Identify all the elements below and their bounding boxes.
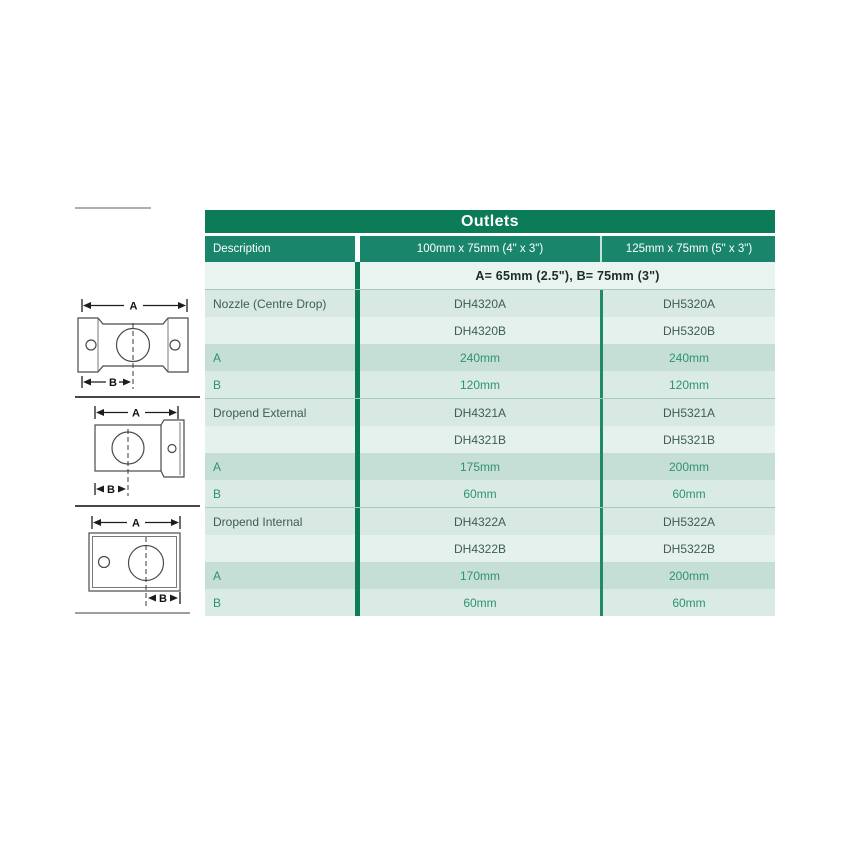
arrowhead-left [93, 519, 101, 526]
dropend-internal-diagram [75, 512, 200, 612]
dim-a-label: A [132, 517, 140, 530]
bolt-hole [170, 340, 180, 350]
nozzle-centre-drop-diagram [75, 295, 200, 395]
product-name-cell: Dropend External [205, 399, 355, 426]
dim-b-label: B [159, 593, 167, 605]
product-code-cell: DH5321B [603, 426, 775, 453]
arrowhead-left [148, 595, 156, 602]
arrowhead-right [123, 379, 131, 386]
outlet-body-outline [89, 533, 180, 591]
dim-value-cell: 120mm [603, 371, 775, 398]
dim-label-cell: B [205, 589, 355, 616]
table-row [205, 453, 775, 480]
panel-divider [75, 396, 200, 398]
product-code-cell: DH4322A [360, 508, 600, 535]
panel-divider [75, 505, 200, 507]
arrowhead-left [96, 486, 104, 493]
dim-label-cell: A [205, 344, 355, 371]
arrowhead-left [96, 409, 104, 416]
col-header-size-125x75: 125mm x 75mm (5" x 3") [603, 236, 775, 262]
dim-value-cell: 175mm [360, 453, 600, 480]
table-row [205, 344, 775, 371]
dim-value-cell: 200mm [603, 562, 775, 589]
product-name-cell [205, 426, 355, 453]
dim-a-label: A [132, 407, 140, 420]
table-row [205, 317, 775, 344]
table-row [205, 289, 775, 317]
dimensions-note: A= 65mm (2.5"), B= 75mm (3") [360, 262, 775, 289]
arrowhead-right [170, 595, 178, 602]
arrowhead-right [118, 486, 126, 493]
flange-outline [161, 420, 184, 477]
panel-divider [75, 207, 151, 209]
dim-label-cell: A [205, 453, 355, 480]
table-row [205, 398, 775, 426]
product-code-cell: DH4320B [360, 317, 600, 344]
empty-cell [205, 262, 355, 289]
dim-b-label: B [109, 377, 117, 389]
col-header-description: Description [205, 236, 355, 262]
dim-value-cell: 120mm [360, 371, 600, 398]
product-name-cell: Dropend Internal [205, 508, 355, 535]
dim-label-cell: A [205, 562, 355, 589]
product-name-cell [205, 317, 355, 344]
column-header-row [205, 236, 775, 262]
dim-value-cell: 60mm [360, 480, 600, 507]
arrowhead-right [171, 519, 179, 526]
dim-label-cell: B [205, 371, 355, 398]
arrowhead-left [83, 379, 91, 386]
dim-b-label: B [107, 484, 115, 496]
table-row [205, 562, 775, 589]
bolt-hole [86, 340, 96, 350]
dim-value-cell: 240mm [360, 344, 600, 371]
product-code-cell: DH4321B [360, 426, 600, 453]
dim-value-cell: 60mm [603, 480, 775, 507]
spec-table [205, 210, 775, 616]
dim-a-label: A [129, 300, 138, 313]
table-title: Outlets [205, 210, 775, 233]
dim-label-cell: B [205, 480, 355, 507]
dimensions-note-row [205, 262, 775, 289]
product-code-cell: DH4321A [360, 399, 600, 426]
dropend-external-diagram [75, 403, 200, 503]
bolt-hole [99, 557, 110, 568]
arrowhead-left [83, 302, 91, 309]
product-code-cell: DH5320B [603, 317, 775, 344]
table-row [205, 535, 775, 562]
arrowhead-right [178, 302, 186, 309]
table-row [205, 589, 775, 616]
product-code-cell: DH5321A [603, 399, 775, 426]
product-code-cell: DH5322A [603, 508, 775, 535]
panel-divider [75, 612, 190, 614]
dim-value-cell: 60mm [603, 589, 775, 616]
bolt-hole [168, 445, 176, 453]
product-code-cell: DH4322B [360, 535, 600, 562]
dim-value-cell: 170mm [360, 562, 600, 589]
dim-value-cell: 200mm [603, 453, 775, 480]
dim-value-cell: 60mm [360, 589, 600, 616]
col-header-size-100x75: 100mm x 75mm (4" x 3") [360, 236, 600, 262]
product-name-cell [205, 535, 355, 562]
dim-value-cell: 240mm [603, 344, 775, 371]
product-code-cell: DH4320A [360, 290, 600, 317]
arrowhead-right [169, 409, 177, 416]
product-code-cell: DH5322B [603, 535, 775, 562]
table-row [205, 426, 775, 453]
product-code-cell: DH5320A [603, 290, 775, 317]
table-row [205, 480, 775, 507]
table-row [205, 507, 775, 535]
table-row [205, 371, 775, 398]
product-name-cell: Nozzle (Centre Drop) [205, 290, 355, 317]
